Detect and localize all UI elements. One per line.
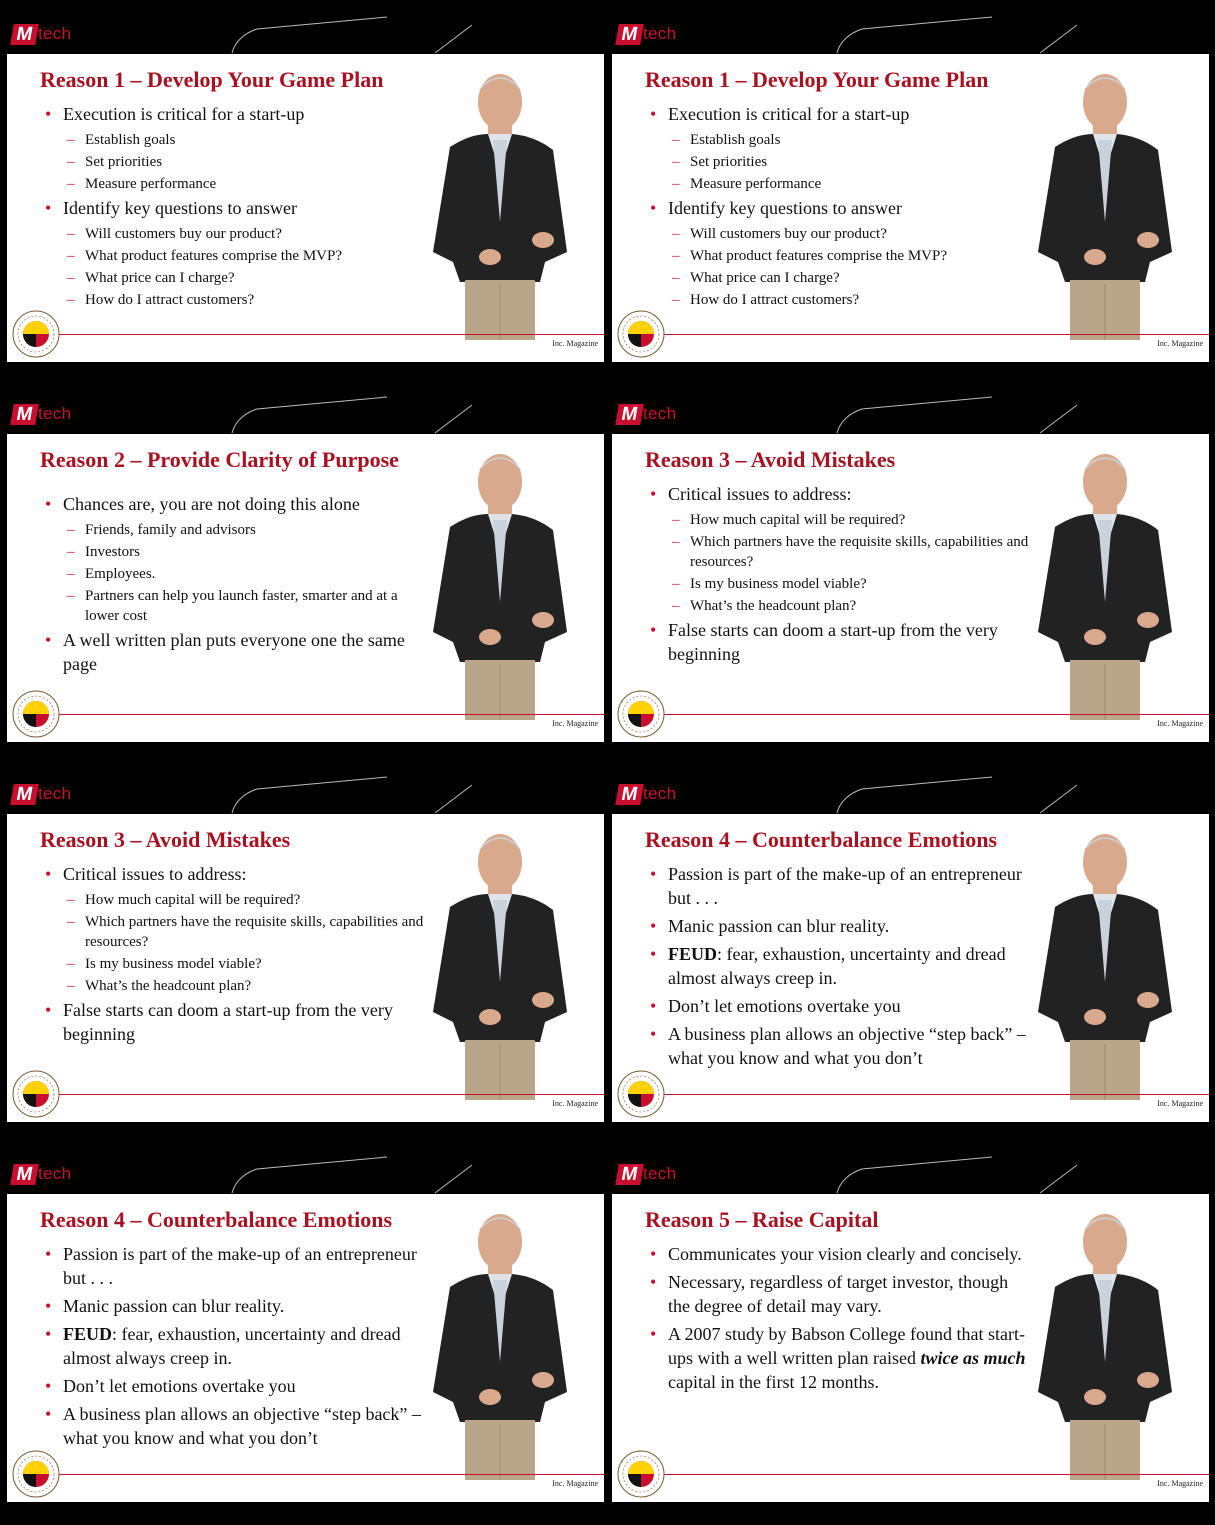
footer-credit: Inc. Magazine — [552, 719, 598, 728]
footer-credit: Inc. Magazine — [1157, 1099, 1203, 1108]
sub-bullet-item: – Set priorities — [650, 152, 1030, 172]
sub-bullet-item: – How do I attract customers? — [650, 290, 1030, 310]
bullet-text: Chances are, you are not doing this alone — [63, 494, 360, 514]
bullet-item — [45, 492, 425, 516]
bullet-item — [45, 1402, 425, 1450]
swoosh-decoration — [7, 1147, 604, 1194]
logo-text: tech — [643, 404, 677, 423]
mtech-logo — [617, 21, 676, 47]
slide-header-bar — [612, 7, 1209, 54]
swoosh-decoration — [7, 387, 604, 434]
slide-header-bar — [612, 1147, 1209, 1194]
presenter-figure — [415, 62, 585, 340]
footer-credit: Inc. Magazine — [552, 1099, 598, 1108]
sub-bullet-item: – Establish goals — [650, 130, 1030, 150]
sub-bullet-item: – What price can I charge? — [45, 268, 425, 288]
footer-credit: Inc. Magazine — [1157, 339, 1203, 348]
slide-footer-bar — [612, 362, 1209, 379]
slide-footer-bar — [612, 742, 1209, 759]
swoosh-decoration — [7, 767, 604, 814]
university-seal-icon — [617, 690, 665, 738]
slide-footer-bar — [7, 742, 604, 759]
slide-frame[interactable] — [612, 767, 1209, 1139]
bullet-item — [650, 102, 1030, 126]
bullet-text: : fear, exhaustion, uncertainty and dread almost always creep in. — [668, 944, 1006, 988]
sub-bullet-item: – What’s the headcount plan? — [650, 596, 1030, 616]
slide-footer-bar — [612, 1502, 1209, 1519]
bullet-text: A 2007 study by Babson College found that start-ups with a well written plan raised — [668, 1324, 1025, 1368]
university-seal-icon — [12, 1070, 60, 1118]
swoosh-decoration — [612, 387, 1209, 434]
bullet-text: A well written plan puts everyone one the same page — [63, 630, 405, 674]
sub-bullet-item: – Measure performance — [650, 174, 1030, 194]
slide-content — [45, 1242, 425, 1454]
slide-header-bar — [612, 767, 1209, 814]
footer-credit: Inc. Magazine — [1157, 1479, 1203, 1488]
slide-frame[interactable] — [612, 387, 1209, 759]
swoosh-decoration — [612, 767, 1209, 814]
logo-text: tech — [38, 1164, 72, 1183]
mtech-logo — [617, 781, 676, 807]
logo-mark: M — [10, 784, 39, 805]
presenter-figure — [415, 822, 585, 1100]
logo-mark: M — [615, 24, 644, 45]
slide-frame[interactable] — [7, 387, 604, 759]
slide-footer-bar — [612, 1122, 1209, 1139]
footer-rule — [662, 334, 1209, 335]
bullet-text: : fear, exhaustion, uncertainty and dread almost always creep in. — [63, 1324, 401, 1368]
footer-rule — [662, 714, 1209, 715]
mtech-logo — [617, 401, 676, 427]
sub-bullet-item: – What product features comprise the MVP? — [45, 246, 425, 266]
bullet-text: Execution is critical for a start-up — [668, 104, 910, 124]
presenter-figure — [1020, 1202, 1190, 1480]
bullet-text: Manic passion can blur reality. — [668, 916, 890, 936]
bullet-item — [650, 1270, 1030, 1318]
sub-bullet-item: – How much capital will be required? — [650, 510, 1030, 530]
bullet-item — [45, 628, 425, 676]
slide-frame[interactable] — [7, 1147, 604, 1519]
swoosh-decoration — [7, 7, 604, 54]
bullet-text: Necessary, regardless of target investor, though the degree of detail may vary. — [668, 1272, 1009, 1316]
presenter-figure — [415, 442, 585, 720]
logo-mark: M — [10, 404, 39, 425]
slide-header-bar — [7, 7, 604, 54]
bullet-text: Identify key questions to answer — [668, 198, 902, 218]
sub-bullet-item: – Employees. — [45, 564, 425, 584]
bullet-item — [650, 1022, 1030, 1070]
bullet-text: Execution is critical for a start-up — [63, 104, 305, 124]
footer-rule — [57, 1474, 604, 1475]
sub-bullet-item: – How do I attract customers? — [45, 290, 425, 310]
mtech-logo — [617, 1161, 676, 1187]
logo-mark: M — [10, 1164, 39, 1185]
university-seal-icon — [617, 310, 665, 358]
bullet-item — [650, 942, 1030, 990]
sub-bullet-item: – Which partners have the requisite skills, capabilities and resources? — [45, 912, 425, 952]
mtech-logo — [12, 401, 71, 427]
sub-bullet-item: – Is my business model viable? — [650, 574, 1030, 594]
bullet-item — [650, 618, 1030, 666]
slide-header-bar — [7, 1147, 604, 1194]
slide-title: Reason 3 – Avoid Mistakes — [40, 827, 291, 852]
footer-rule — [662, 1474, 1209, 1475]
swoosh-decoration — [612, 7, 1209, 54]
logo-text: tech — [643, 24, 677, 43]
logo-mark: M — [615, 784, 644, 805]
university-seal-icon — [617, 1450, 665, 1498]
bullet-item — [650, 994, 1030, 1018]
slide-title: Reason 3 – Avoid Mistakes — [645, 447, 896, 472]
bullet-text: A business plan allows an objective “step back” – what you know and what you don’t — [63, 1404, 421, 1448]
mtech-logo — [12, 781, 71, 807]
presenter-figure — [1020, 442, 1190, 720]
presenter-figure — [1020, 822, 1190, 1100]
bullet-text: Critical issues to address: — [63, 864, 247, 884]
bullet-text: Don’t let emotions overtake you — [668, 996, 901, 1016]
sub-bullet-item: – Partners can help you launch faster, smarter and at a lower cost — [45, 586, 425, 626]
slide-title: Reason 2 – Provide Clarity of Purpose — [40, 447, 399, 472]
slide-title: Reason 1 – Develop Your Game Plan — [40, 67, 384, 92]
bullet-item — [650, 1322, 1030, 1394]
sub-bullet-item: – Friends, family and advisors — [45, 520, 425, 540]
sub-bullet-item: – Will customers buy our product? — [650, 224, 1030, 244]
sub-bullet-item: – Establish goals — [45, 130, 425, 150]
swoosh-decoration — [612, 1147, 1209, 1194]
slide-footer-bar — [7, 362, 604, 379]
slide-title: Reason 4 – Counterbalance Emotions — [645, 827, 998, 852]
footer-rule — [57, 1094, 604, 1095]
footer-rule — [57, 714, 604, 715]
sub-bullet-item: – What’s the headcount plan? — [45, 976, 425, 996]
slide-content — [45, 492, 425, 680]
bullet-text: False starts can doom a start-up from the very beginning — [63, 1000, 393, 1044]
logo-text: tech — [38, 784, 72, 803]
bullet-text: Passion is part of the make-up of an entrepreneur but . . . — [668, 864, 1022, 908]
bullet-item — [650, 914, 1030, 938]
logo-text: tech — [38, 404, 72, 423]
logo-text: tech — [643, 784, 677, 803]
bullet-text: Critical issues to address: — [668, 484, 852, 504]
sub-bullet-item: – Will customers buy our product? — [45, 224, 425, 244]
bullet-text: Communicates your vision clearly and concisely. — [668, 1244, 1022, 1264]
university-seal-icon — [12, 310, 60, 358]
bullet-text: False starts can doom a start-up from the very beginning — [668, 620, 998, 664]
bullet-item — [45, 196, 425, 220]
bullet-text: A business plan allows an objective “step back” – what you know and what you don’t — [668, 1024, 1026, 1068]
footer-rule — [57, 334, 604, 335]
sub-bullet-item: – Measure performance — [45, 174, 425, 194]
slide-frame[interactable] — [612, 1147, 1209, 1519]
slide-content — [650, 862, 1030, 1074]
sub-bullet-item: – What price can I charge? — [650, 268, 1030, 288]
sub-bullet-item: – How much capital will be required? — [45, 890, 425, 910]
mtech-logo — [12, 21, 71, 47]
bullet-item — [650, 862, 1030, 910]
bullet-item — [45, 862, 425, 886]
sub-bullet-item: – Investors — [45, 542, 425, 562]
bullet-text: Identify key questions to answer — [63, 198, 297, 218]
logo-mark: M — [615, 1164, 644, 1185]
bullet-item — [45, 1322, 425, 1370]
logo-mark: M — [10, 24, 39, 45]
university-seal-icon — [12, 1450, 60, 1498]
bullet-item — [650, 1242, 1030, 1266]
bullet-item — [45, 998, 425, 1046]
slide-frame[interactable] — [7, 767, 604, 1139]
logo-text: tech — [643, 1164, 677, 1183]
sub-bullet-item: – What product features comprise the MVP? — [650, 246, 1030, 266]
sub-bullet-item: – Is my business model viable? — [45, 954, 425, 974]
logo-text: tech — [38, 24, 72, 43]
bullet-item — [45, 1242, 425, 1290]
bullet-item — [45, 1374, 425, 1398]
footer-credit: Inc. Magazine — [552, 339, 598, 348]
bullet-tail: capital in the first 12 months. — [668, 1372, 879, 1392]
bullet-item — [45, 1294, 425, 1318]
slide-header-bar — [7, 387, 604, 434]
logo-mark: M — [615, 404, 644, 425]
slide-title: Reason 5 – Raise Capital — [645, 1207, 879, 1232]
sub-bullet-item: – Set priorities — [45, 152, 425, 172]
slide-content — [650, 102, 1030, 312]
slide-frame[interactable] — [7, 7, 604, 379]
sub-bullet-item: – Which partners have the requisite skills, capabilities and resources? — [650, 532, 1030, 572]
footer-credit: Inc. Magazine — [552, 1479, 598, 1488]
presenter-figure — [1020, 62, 1190, 340]
university-seal-icon — [617, 1070, 665, 1118]
slide-title: Reason 1 – Develop Your Game Plan — [645, 67, 989, 92]
slide-frame[interactable] — [612, 7, 1209, 379]
slide-footer-bar — [7, 1122, 604, 1139]
slide-header-bar — [7, 767, 604, 814]
bullet-text: Don’t let emotions overtake you — [63, 1376, 296, 1396]
bullet-emphasis: twice as much — [920, 1348, 1026, 1368]
slide-footer-bar — [7, 1502, 604, 1519]
university-seal-icon — [12, 690, 60, 738]
slide-content — [45, 102, 425, 312]
bullet-text: Passion is part of the make-up of an entrepreneur but . . . — [63, 1244, 417, 1288]
slide-title: Reason 4 – Counterbalance Emotions — [40, 1207, 393, 1232]
bullet-bold: FEUD — [668, 944, 717, 964]
footer-rule — [662, 1094, 1209, 1095]
slide-header-bar — [612, 387, 1209, 434]
footer-credit: Inc. Magazine — [1157, 719, 1203, 728]
slide-content — [45, 862, 425, 1050]
bullet-item — [650, 196, 1030, 220]
bullet-item — [650, 482, 1030, 506]
bullet-item — [45, 102, 425, 126]
bullet-text: Manic passion can blur reality. — [63, 1296, 285, 1316]
presenter-figure — [415, 1202, 585, 1480]
bullet-bold: FEUD — [63, 1324, 112, 1344]
mtech-logo — [12, 1161, 71, 1187]
slide-content — [650, 482, 1030, 670]
slide-content — [650, 1242, 1030, 1398]
